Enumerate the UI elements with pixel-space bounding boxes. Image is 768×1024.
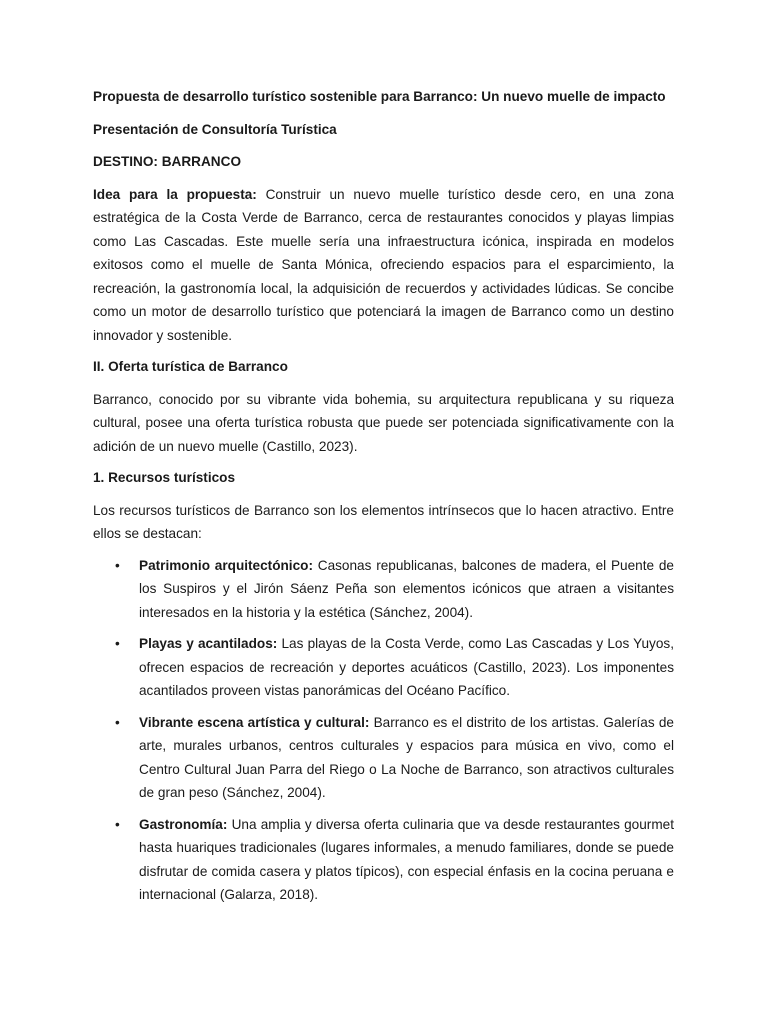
list-item-label: Vibrante escena artística y cultural:	[139, 714, 370, 730]
document-title: Propuesta de desarrollo turístico sostenible para Barranco: Un nuevo muelle de impacto	[93, 89, 666, 104]
list-item-text: Una amplia y diversa oferta culinaria que va desde restaurantes gourmet hasta huariques tradicionales (lugares informales, a menudo familiares, donde se puede disfrutar de comida casera y platos típicos), con especial énfasis en la cocina peruana e internacional (Galarza, 2018).	[139, 816, 674, 902]
section-oferta-paragraph: Barranco, conocido por su vibrante vida bohemia, su arquitectura republicana y su riqueza cultural, posee una oferta turística robusta que puede ser potenciada significativamente con la adición de un nuevo muelle (Castillo, 2023).	[93, 391, 674, 454]
document-page	[93, 85, 674, 915]
section-recursos-paragraph: Los recursos turísticos de Barranco son los elementos intrínsecos que lo hacen atractivo. Entre ellos se destacan:	[93, 502, 674, 541]
list-item-label: Gastronomía:	[139, 816, 228, 832]
list-item-label: Playas y acantilados:	[139, 636, 278, 651]
list-item	[93, 813, 674, 907]
list-item	[93, 632, 674, 703]
destination-heading: DESTINO: BARRANCO	[93, 154, 242, 169]
bullet-icon: •	[115, 636, 120, 651]
list-item	[93, 711, 674, 805]
bullet-icon: •	[115, 714, 120, 730]
list-item-text: Casonas republicanas, balcones de madera, el Puente de los Suspiros y el Jirón Sáenz Peña son elementos icónicos que atraen a visitantes interesados en la historia y la estética (Sánchez, 2004).	[139, 557, 674, 620]
idea-paragraph	[93, 183, 674, 348]
list-item-label: Patrimonio arquitectónico:	[139, 557, 313, 573]
document-subtitle: Presentación de Consultoría Turística	[93, 121, 337, 137]
list-item-text: Barranco es el distrito de los artistas. Galerías de arte, murales urbanos, centros culturales y espacios para música en vivo, como el Centro Cultural Juan Parra del Riego o La Noche de Barranco, son atractivos culturales de gran peso (Sánchez, 2004).	[139, 714, 674, 800]
section-recursos-heading: 1. Recursos turísticos	[93, 470, 236, 485]
idea-label: Idea para la propuesta:	[93, 186, 257, 202]
idea-text: Construir un nuevo muelle turístico desde cero, en una zona estratégica de la Costa Verde de Barranco, cerca de restaurantes conocidos y playas limpias como Las Cascadas. Este muelle sería una infraestructura icónica, inspirada en modelos exitosos como el muelle de Santa Mónica, ofreciendo espacios para el esparcimiento, la recreación, la gastronomía local, la adquisición de recuerdos y actividades lúdicas. Se concibe como un motor de desarrollo turístico que potenciará la imagen de Barranco como un destino innovador y sostenible.	[93, 186, 674, 343]
bullet-icon: •	[115, 557, 120, 573]
resources-list	[93, 554, 674, 907]
section-oferta-heading: II. Oferta turística de Barranco	[93, 359, 288, 374]
list-item-text: Las playas de la Costa Verde, como Las Cascadas y Los Yuyos, ofrecen espacios de recreación y deportes acuáticos (Castillo, 2023). Los imponentes acantilados proveen vistas panorámicas del Océano Pacífico.	[139, 636, 674, 698]
list-item	[93, 554, 674, 625]
bullet-icon: •	[115, 816, 120, 832]
